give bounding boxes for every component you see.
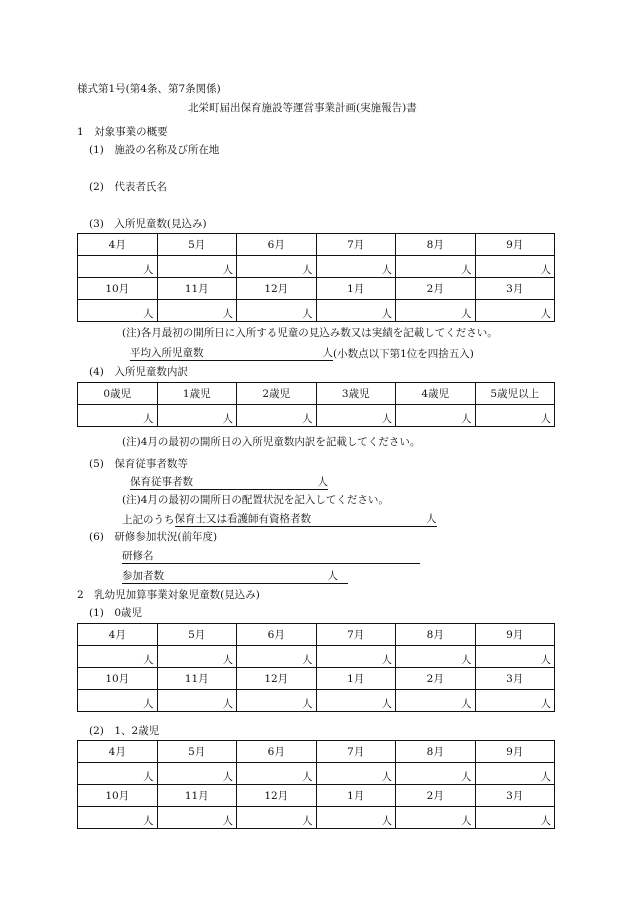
column-header: 2月: [396, 785, 476, 807]
column-header: 7月: [316, 741, 396, 763]
column-header: 2月: [396, 278, 476, 300]
count-cell[interactable]: [396, 763, 476, 785]
count-cell[interactable]: [78, 405, 158, 427]
unit-label: 人: [302, 413, 313, 425]
count-cell[interactable]: [157, 300, 237, 322]
count-cell[interactable]: [396, 405, 476, 427]
unit-label: 人: [143, 413, 154, 425]
count-cell[interactable]: [157, 256, 237, 278]
column-header: 11月: [157, 278, 237, 300]
unit-label: 人: [143, 308, 154, 320]
note-enrollment: (注)各月最初の開所日に入所する児童の見込み数又は実績を記載してください。: [122, 327, 498, 339]
count-cell[interactable]: [396, 690, 476, 712]
page-title: 北栄町届出保育施設等運営事業計画(実施報告)書: [188, 102, 417, 114]
unit-label: 人: [381, 698, 392, 710]
count-cell[interactable]: [316, 256, 396, 278]
count-cell[interactable]: [78, 646, 158, 668]
column-header: 6月: [237, 624, 317, 646]
qualified-count-field[interactable]: 保育士又は看護師有資格者数 人: [174, 513, 437, 525]
column-header: 9月: [475, 624, 555, 646]
count-cell[interactable]: [396, 807, 476, 829]
item-representative: (2) 代表者氏名: [89, 181, 167, 193]
unit-label: 人: [143, 264, 154, 276]
count-cell[interactable]: [157, 646, 237, 668]
column-header: 2歳児: [237, 383, 317, 405]
note-staff: (注)4月の最初の開所日の配置状況を記入してください。: [122, 494, 389, 506]
column-header: 10月: [78, 668, 158, 690]
qualified-count-line: 上記のうち保育士又は看護師有資格者数 人: [122, 513, 437, 526]
unit-label: 人: [302, 654, 313, 666]
count-cell[interactable]: [78, 300, 158, 322]
count-cell[interactable]: [157, 405, 237, 427]
column-header: 8月: [396, 624, 476, 646]
unit-label: 人: [540, 264, 551, 276]
count-cell[interactable]: [237, 300, 317, 322]
column-header: 12月: [237, 668, 317, 690]
count-cell[interactable]: [157, 807, 237, 829]
column-header: 0歳児: [78, 383, 158, 405]
column-header: 6月: [237, 741, 317, 763]
column-header: 5月: [157, 624, 237, 646]
count-cell[interactable]: [396, 256, 476, 278]
count-cell[interactable]: [396, 646, 476, 668]
column-header: 3月: [475, 278, 555, 300]
enrollment-table: [77, 233, 555, 322]
item-facility-name: (1) 施設の名称及び所在地: [89, 144, 220, 156]
column-header: 5歳児以上: [475, 383, 555, 405]
item-training: (6) 研修参加状況(前年度): [89, 531, 218, 543]
unit-label: 人: [222, 815, 233, 827]
column-header: 4歳児: [396, 383, 476, 405]
count-cell[interactable]: [237, 807, 317, 829]
unit-label: 人: [143, 815, 154, 827]
average-enrollment-field[interactable]: 平均入所児童数 人: [130, 347, 333, 359]
unit-label: 人: [222, 698, 233, 710]
column-header: 1月: [316, 278, 396, 300]
attendee-count-field[interactable]: 参加者数 人: [122, 569, 348, 584]
count-cell[interactable]: [237, 405, 317, 427]
unit-label: 人: [540, 413, 551, 425]
item-enrollment: (3) 入所児童数(見込み): [89, 218, 207, 230]
column-header: 10月: [78, 785, 158, 807]
column-header: 1月: [316, 668, 396, 690]
count-cell[interactable]: [237, 256, 317, 278]
unit-label: 人: [381, 264, 392, 276]
unit-label: 人: [540, 771, 551, 783]
toddler-table: [77, 740, 555, 829]
count-cell[interactable]: [475, 807, 555, 829]
count-cell[interactable]: [396, 300, 476, 322]
count-cell[interactable]: [475, 300, 555, 322]
column-header: 9月: [475, 741, 555, 763]
unit-label: 人: [461, 654, 472, 666]
column-header: 11月: [157, 668, 237, 690]
column-header: 4月: [78, 624, 158, 646]
unit-label: 人: [461, 413, 472, 425]
unit-label: 人: [461, 308, 472, 320]
count-cell[interactable]: [475, 256, 555, 278]
unit-label: 人: [222, 308, 233, 320]
infant-table: [77, 623, 555, 712]
unit-label: 人: [302, 771, 313, 783]
count-cell[interactable]: [316, 807, 396, 829]
unit-label: 人: [222, 654, 233, 666]
unit-label: 人: [381, 815, 392, 827]
column-header: 4月: [78, 741, 158, 763]
training-name-line: [122, 549, 420, 564]
count-cell[interactable]: [316, 405, 396, 427]
unit-label: 人: [222, 413, 233, 425]
count-cell[interactable]: [78, 256, 158, 278]
section-1-heading: 1 対象事業の概要: [77, 126, 168, 138]
count-cell[interactable]: [237, 690, 317, 712]
unit-label: 人: [540, 698, 551, 710]
unit-label: 人: [540, 308, 551, 320]
count-cell[interactable]: [78, 690, 158, 712]
staff-count-line: [130, 475, 328, 490]
column-header: 11月: [157, 785, 237, 807]
count-cell[interactable]: [157, 690, 237, 712]
column-header: 7月: [316, 624, 396, 646]
count-cell[interactable]: [316, 300, 396, 322]
note-breakdown: (注)4月の最初の開所日の入所児童数内訳を記載してください。: [122, 436, 421, 448]
section-2-heading: 2 乳幼児加算事業対象児童数(見込み): [77, 589, 260, 601]
column-header: 4月: [78, 234, 158, 256]
column-header: 12月: [237, 785, 317, 807]
unit-label: 人: [302, 815, 313, 827]
training-name-field[interactable]: 研修名: [122, 549, 420, 564]
unit-label: 人: [540, 815, 551, 827]
count-cell[interactable]: [316, 690, 396, 712]
unit-label: 人: [222, 264, 233, 276]
column-header: 8月: [396, 234, 476, 256]
unit-label: 人: [540, 654, 551, 666]
attendee-count-line: [122, 569, 348, 584]
unit-label: 人: [143, 654, 154, 666]
item-staff: (5) 保育従事者数等: [89, 458, 188, 470]
count-cell[interactable]: [475, 690, 555, 712]
unit-label: 人: [461, 771, 472, 783]
item-breakdown: (4) 入所児童数内訳: [89, 366, 188, 378]
column-header: 1月: [316, 785, 396, 807]
count-cell[interactable]: [157, 763, 237, 785]
count-cell[interactable]: [316, 646, 396, 668]
column-header: 3月: [475, 785, 555, 807]
count-cell[interactable]: [475, 405, 555, 427]
column-header: 7月: [316, 234, 396, 256]
column-header: 12月: [237, 278, 317, 300]
column-header: 9月: [475, 234, 555, 256]
unit-label: 人: [302, 264, 313, 276]
column-header: 8月: [396, 741, 476, 763]
column-header: 6月: [237, 234, 317, 256]
staff-count-field[interactable]: 保育従事者数 人: [130, 476, 328, 488]
column-header: 3歳児: [316, 383, 396, 405]
unit-label: 人: [381, 413, 392, 425]
age-breakdown-table: [77, 382, 555, 427]
unit-label: 人: [381, 771, 392, 783]
unit-label: 人: [461, 264, 472, 276]
count-cell[interactable]: [78, 807, 158, 829]
count-cell[interactable]: [237, 763, 317, 785]
count-cell[interactable]: [237, 646, 317, 668]
count-cell[interactable]: [316, 763, 396, 785]
unit-label: 人: [461, 698, 472, 710]
column-header: 1歳児: [157, 383, 237, 405]
average-enrollment-line: [130, 346, 474, 361]
item-infant: (1) 0歳児: [89, 607, 143, 619]
rounding-note: (小数点以下第1位を四捨五入): [333, 348, 474, 360]
unit-label: 人: [143, 698, 154, 710]
count-cell[interactable]: [78, 763, 158, 785]
form-number: 様式第1号(第4条、第7条関係): [77, 83, 221, 95]
unit-label: 人: [302, 308, 313, 320]
column-header: 2月: [396, 668, 476, 690]
unit-label: 人: [461, 815, 472, 827]
count-cell[interactable]: [475, 646, 555, 668]
unit-label: 人: [222, 771, 233, 783]
unit-label: 人: [381, 654, 392, 666]
column-header: 5月: [157, 741, 237, 763]
count-cell[interactable]: [475, 763, 555, 785]
column-header: 10月: [78, 278, 158, 300]
column-header: 3月: [475, 668, 555, 690]
item-toddler: (2) 1、2歳児: [89, 725, 160, 737]
unit-label: 人: [381, 308, 392, 320]
unit-label: 人: [143, 771, 154, 783]
column-header: 5月: [157, 234, 237, 256]
unit-label: 人: [302, 698, 313, 710]
